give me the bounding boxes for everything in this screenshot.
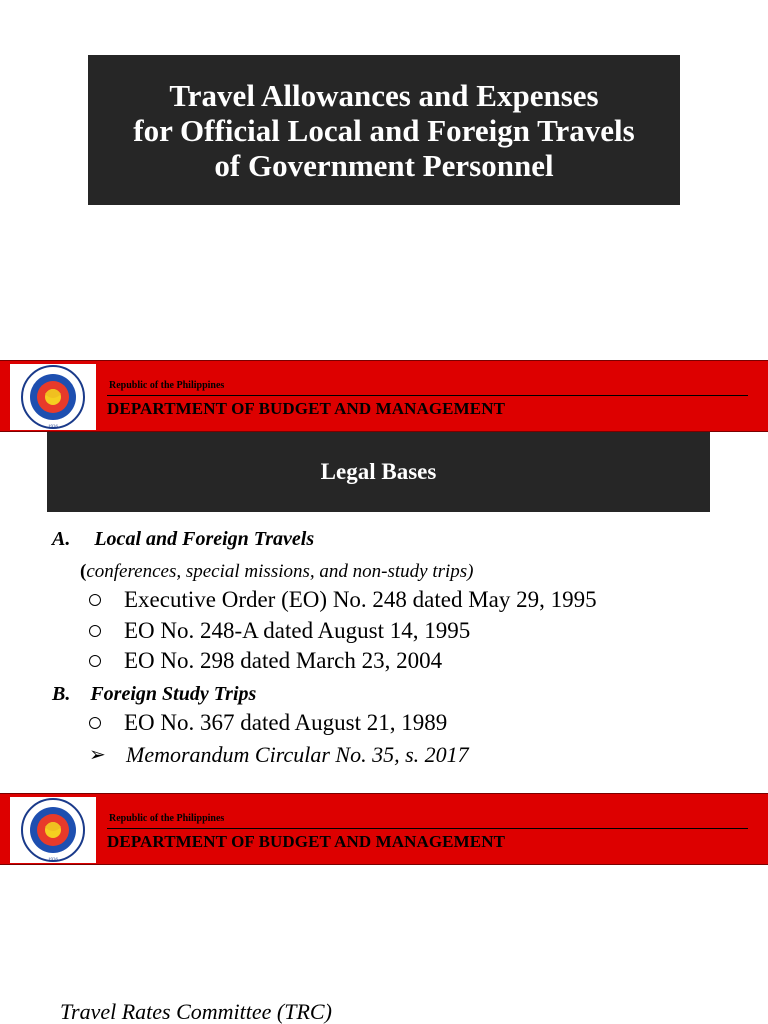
list-item (89, 742, 689, 772)
list-item (89, 618, 689, 648)
list-item (89, 587, 689, 617)
section-b-letter: B. (52, 683, 71, 705)
list-item (89, 648, 689, 678)
list-item-text: EO No. 248-A dated August 14, 1995 (124, 618, 471, 643)
section-b-title: Foreign Study Trips (90, 683, 257, 705)
legal-bases-heading: Legal Bases (320, 459, 437, 484)
svg-text:1936: 1936 (48, 425, 58, 430)
trc-heading: Travel Rates Committee (TRC) (60, 999, 332, 1024)
republic-label: Republic of the Philippines (109, 813, 225, 824)
list-item-text: Executive Order (EO) No. 248 dated May 29, 1995 (124, 587, 597, 612)
legal-bases-heading-box (47, 432, 710, 512)
dbm-header-banner (0, 360, 768, 432)
title-line-1: Travel Allowances and Expenses (169, 77, 599, 113)
circle-bullet-icon (89, 655, 101, 667)
dbm-seal-icon (10, 797, 96, 863)
list-item-text: EO No. 367 dated August 21, 1989 (124, 710, 448, 735)
department-label: DEPARTMENT OF BUDGET AND MANAGEMENT (107, 399, 506, 418)
dbm-seal-icon (10, 364, 96, 430)
republic-label: Republic of the Philippines (109, 380, 225, 391)
circle-bullet-icon (89, 717, 101, 729)
slide-title-box (88, 55, 680, 205)
section-a-note (80, 561, 474, 583)
title-line-2: for Official Local and Foreign Travels (133, 112, 635, 148)
section-a-title: Local and Foreign Travels (94, 528, 315, 550)
list-item (89, 710, 689, 740)
section-b-heading (52, 683, 256, 706)
section-a-note-open: ( (80, 561, 87, 582)
circle-bullet-icon (89, 625, 101, 637)
arrow-bullet-icon: ➢ (89, 744, 106, 766)
banner-divider (107, 828, 748, 829)
section-a-note-text: conferences, special missions, and non-study trips) (86, 561, 474, 582)
circle-bullet-icon (89, 594, 101, 606)
department-label: DEPARTMENT OF BUDGET AND MANAGEMENT (107, 832, 506, 851)
section-a-heading (52, 528, 314, 551)
section-a-letter: A. (52, 528, 71, 550)
banner-divider (107, 395, 748, 396)
list-item-text: Memorandum Circular No. 35, s. 2017 (126, 742, 469, 767)
title-line-3: of Government Personnel (214, 147, 554, 183)
list-item-text: EO No. 298 dated March 23, 2004 (124, 648, 443, 673)
dbm-header-banner (0, 793, 768, 865)
svg-text:1936: 1936 (48, 858, 58, 863)
